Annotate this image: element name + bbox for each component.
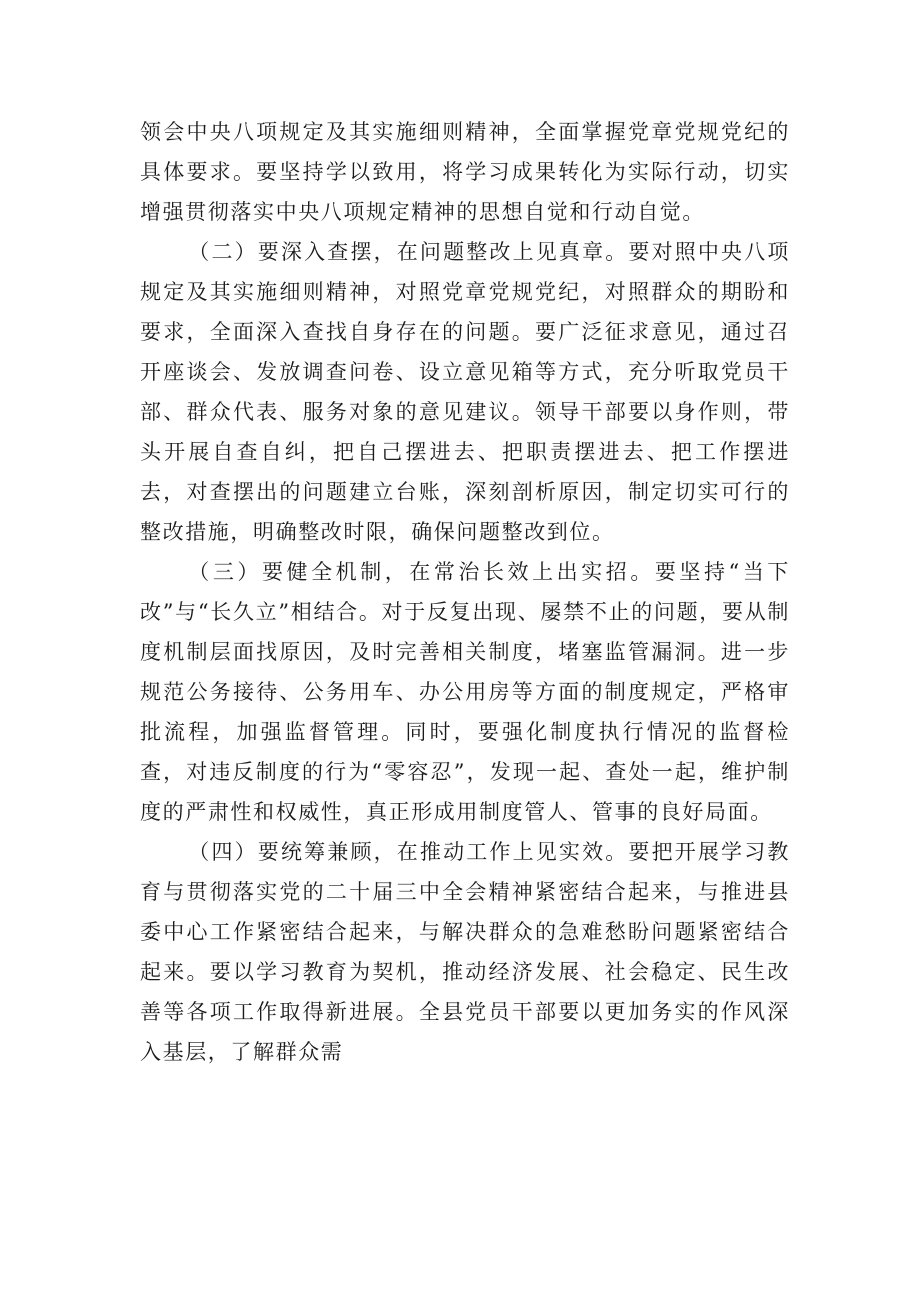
paragraph-section-4: （四）要统筹兼顾，在推动工作上见实效。要把开展学习教育与贯彻落实党的二十届三中全会精神紧密结合起来，与推进县委中心工作紧密结合起来，与解决群众的急难愁盼问题紧密结合起来。要以学习教育为契机，推动经济发展、社会稳定、民生改善等各项工作取得新进展。全县党员干部要以更加务实的作风深入基层，了解群众需 [140, 840, 790, 1064]
paragraph-continuation: 领会中央八项规定及其实施细则精神，全面掌握党章党规党纪的具体要求。要坚持学以致用，将学习成果转化为实际行动，切实增强贯彻落实中央八项规定精神的思想自觉和行动自觉。 [140, 120, 790, 224]
paragraph-section-3: （三）要健全机制，在常治长效上出实招。要坚持“当下改”与“长久立”相结合。对于反复出现、屡禁不止的问题，要从制度机制层面找原因，及时完善相关制度，堵塞监管漏洞。进一步规范公务接待、公务用车、办公用房等方面的制度规定，严格审批流程，加强监督管理。同时，要强化制度执行情况的监督检查，对违反制度的行为“零容忍”，发现一起、查处一起，维护制度的严肃性和权威性，真正形成用制度管人、管事的良好局面。 [140, 560, 790, 824]
body-text [140, 112, 790, 1072]
paragraph-section-2: （二）要深入查摆，在问题整改上见真章。要对照中央八项规定及其实施细则精神，对照党章党规党纪，对照群众的期盼和要求，全面深入查找自身存在的问题。要广泛征求意见，通过召开座谈会、发放调查问卷、设立意见箱等方式，充分听取党员干部、群众代表、服务对象的意见建议。领导干部要以身作则，带头开展自查自纠，把自己摆进去、把职责摆进去、把工作摆进去，对查摆出的问题建立台账，深刻剖析原因，制定切实可行的整改措施，明确整改时限，确保问题整改到位。 [140, 240, 790, 544]
